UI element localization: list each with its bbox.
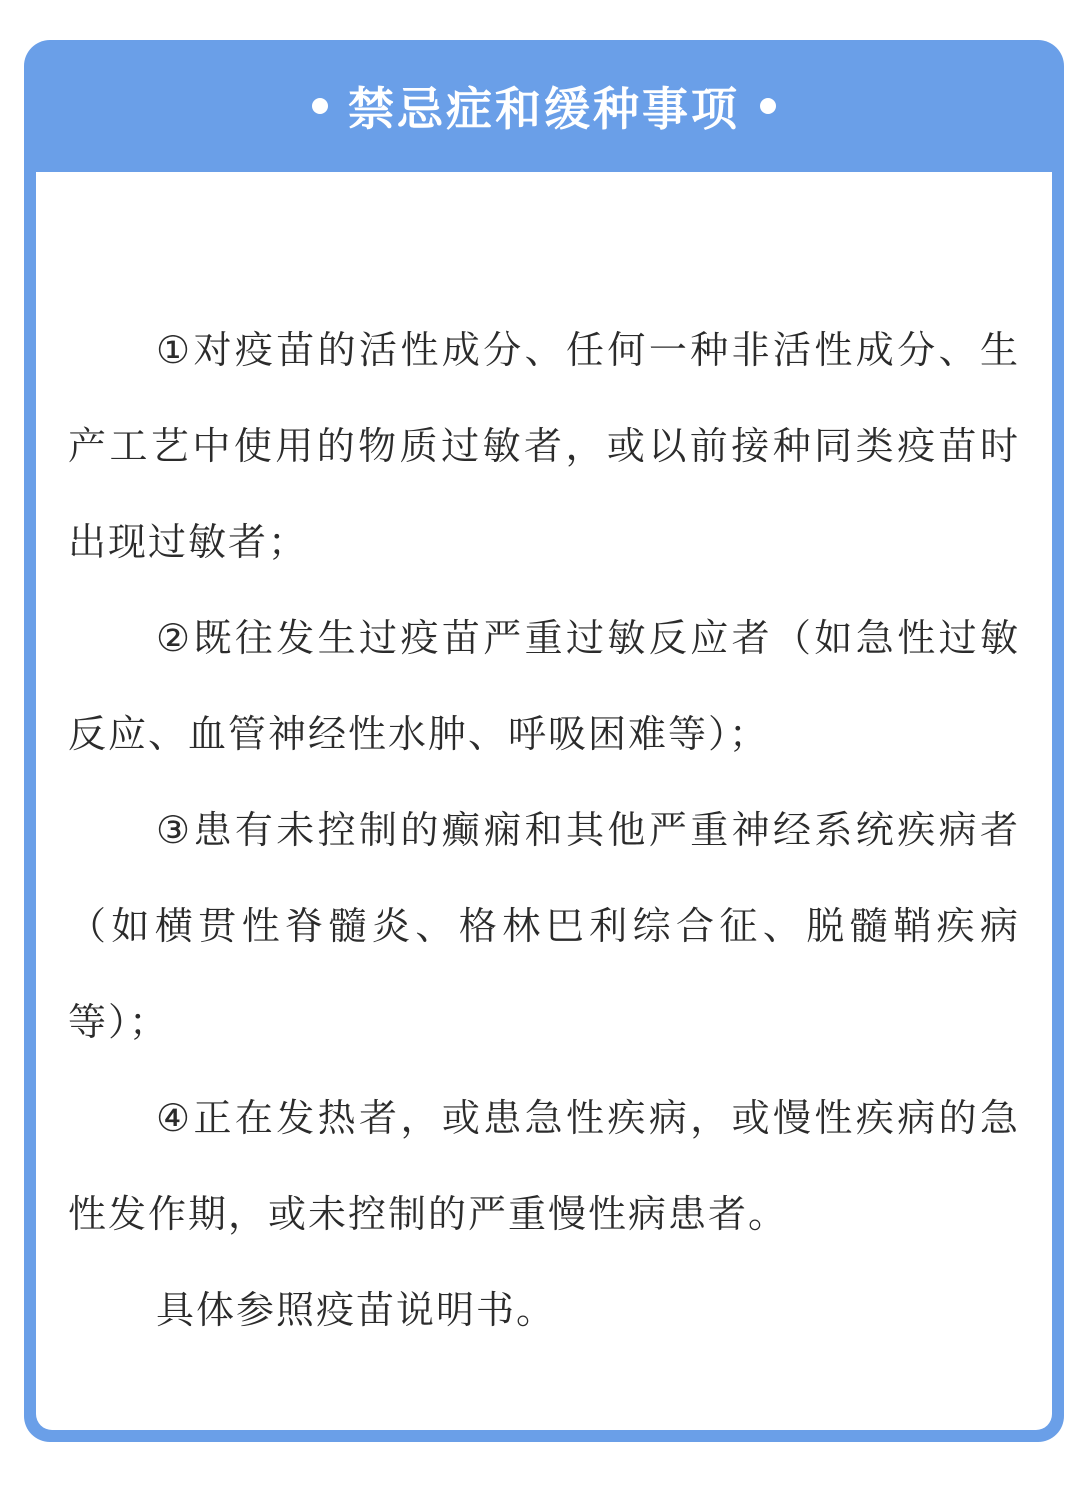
notice-card [24, 40, 1064, 1442]
page-title: 禁忌症和缓种事项 [348, 82, 740, 136]
right-dot-icon [760, 98, 776, 114]
item-3: ③患有未控制的癫痫和其他严重神经系统疾病者（如横贯性脊髓炎、格林巴利综合征、脱髓鞘疾病等）； [68, 808, 1020, 1044]
reference-note: 具体参照疫苗说明书。 [156, 1288, 557, 1332]
item-4: ④正在发热者，或患急性疾病，或慢性疾病的急性发作期，或未控制的严重慢性病患者。 [68, 1096, 1020, 1236]
item-2: ②既往发生过疫苗严重过敏反应者（如急性过敏反应、血管神经性水肿、呼吸困难等）； [68, 616, 1020, 756]
content-panel [36, 172, 1052, 1430]
left-dot-icon [312, 98, 328, 114]
item-1: ①对疫苗的活性成分、任何一种非活性成分、生产工艺中使用的物质过敏者，或以前接种同类疫苗时出现过敏者； [68, 328, 1020, 564]
card-header [24, 40, 1064, 172]
